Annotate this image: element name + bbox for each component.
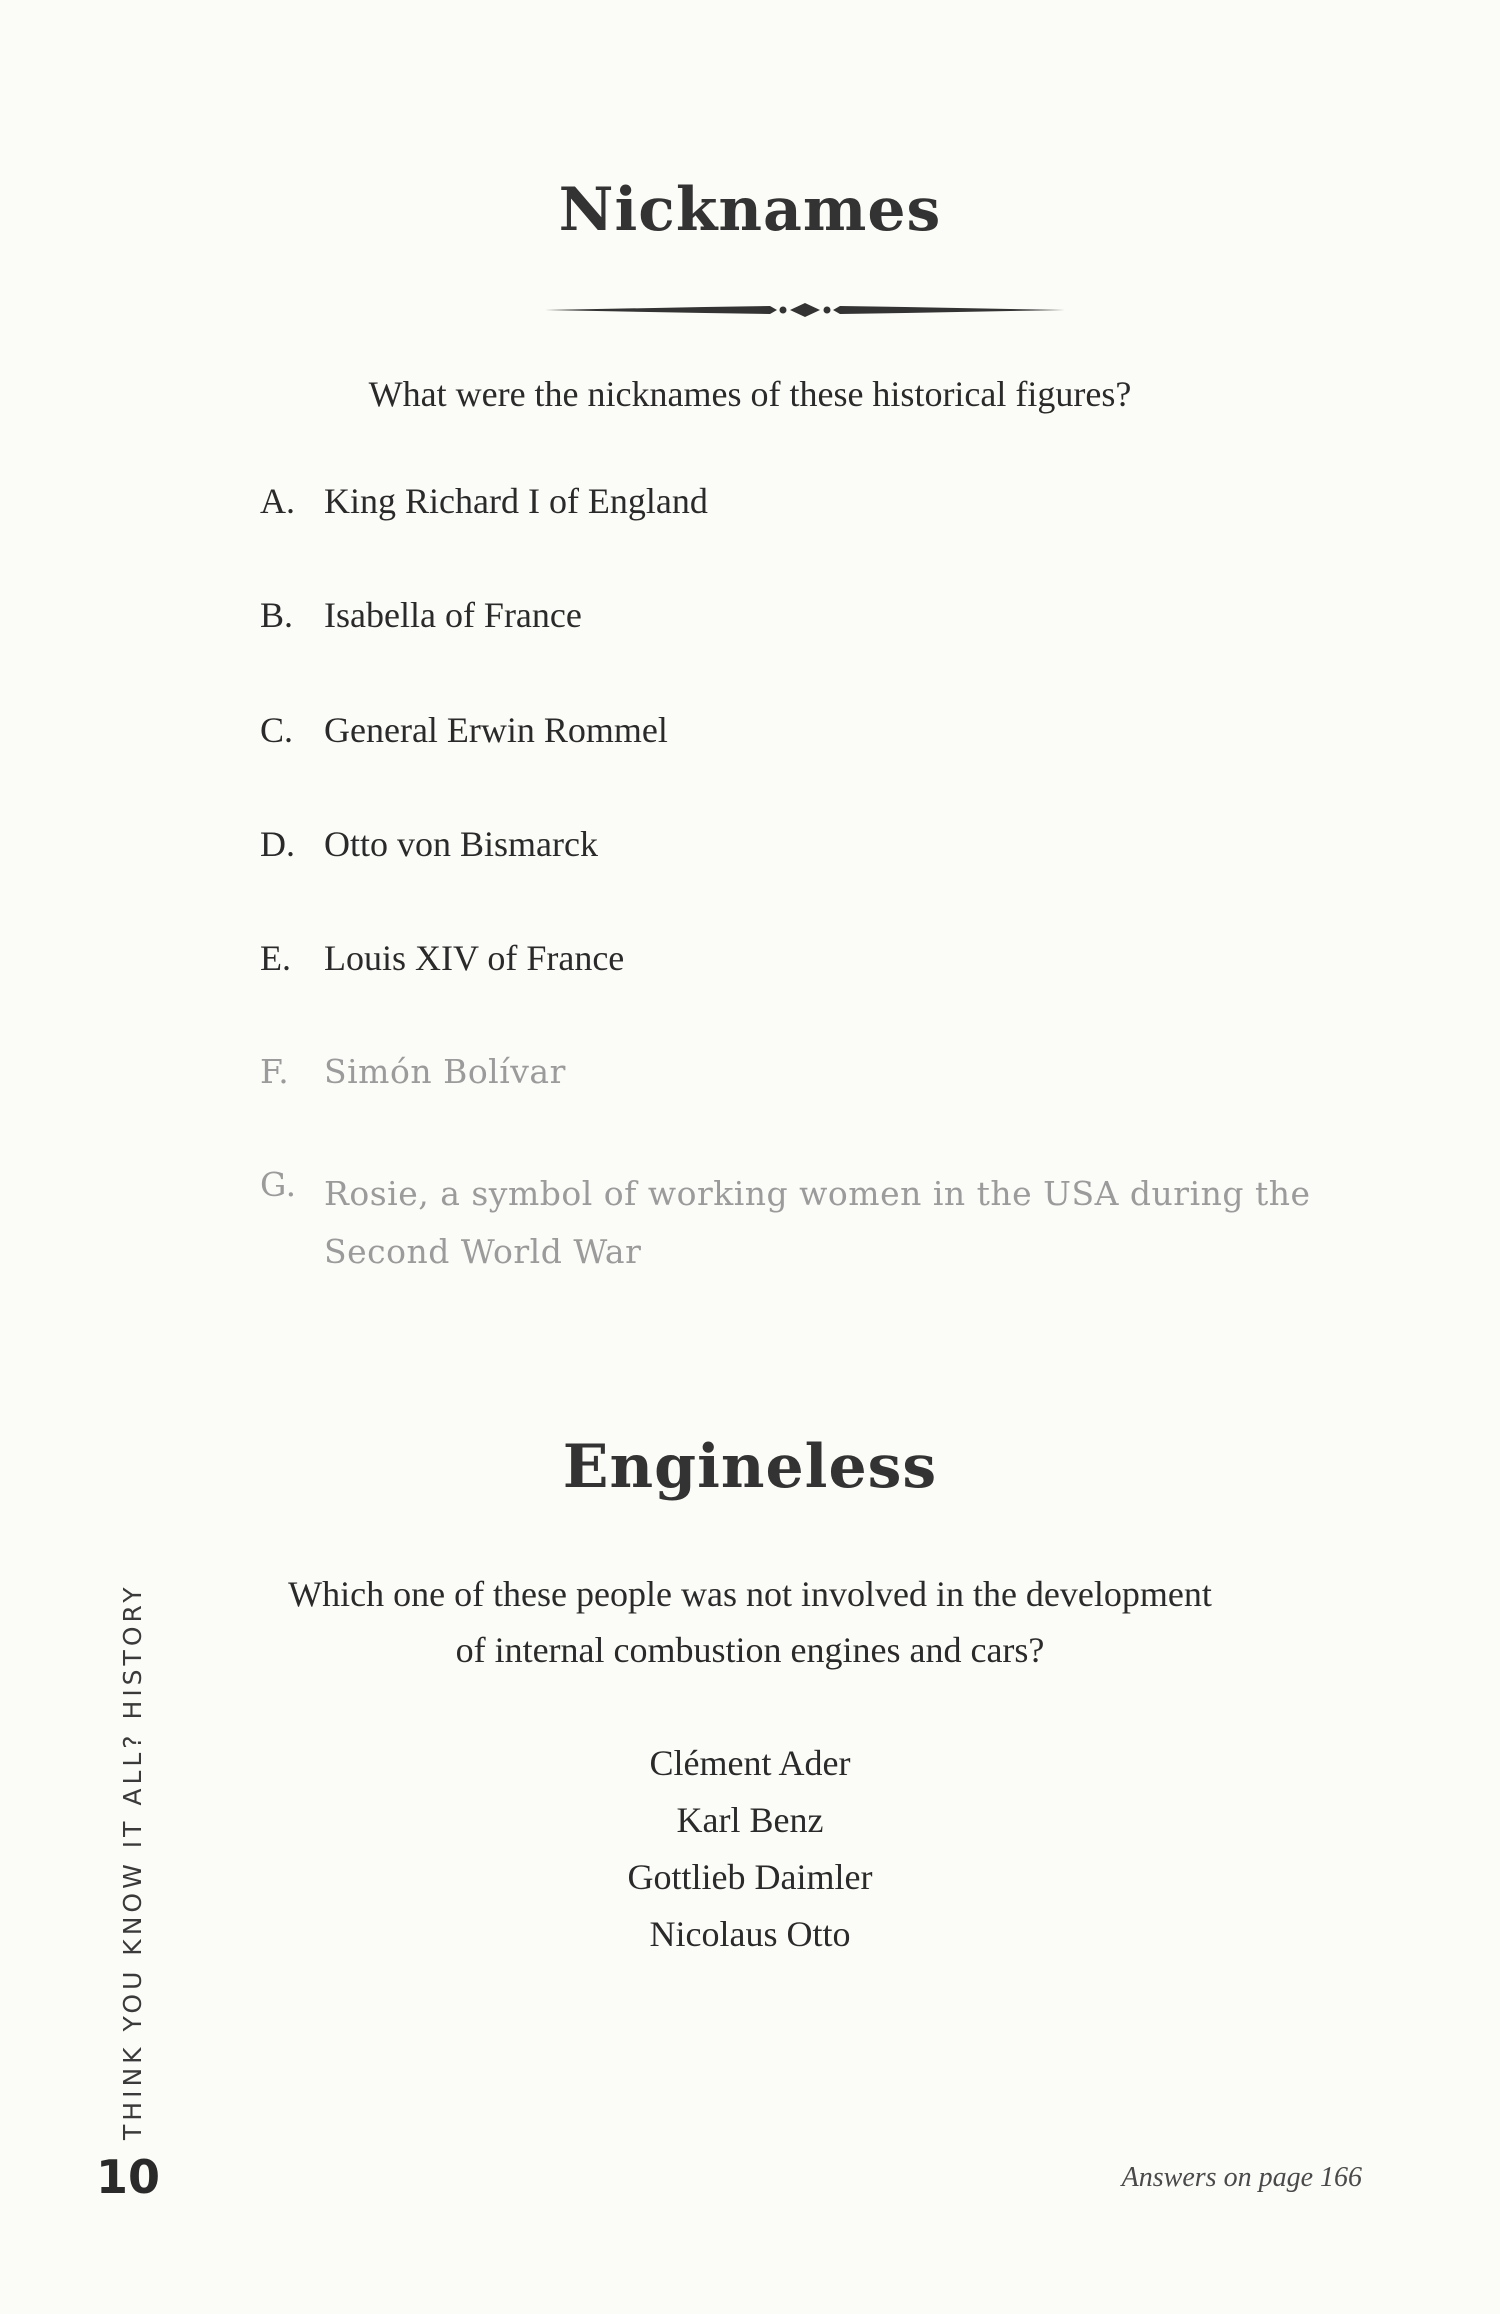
- list-item: Karl Benz: [676, 1800, 824, 1840]
- ornamental-divider: [545, 298, 1065, 322]
- nicknames-question: What were the nicknames of these historical figures?: [368, 374, 1132, 414]
- section-title-nicknames: Nicknames: [558, 175, 942, 245]
- engineless-question-line-1: Which one of these people was not involved in the development: [288, 1574, 1212, 1614]
- section-title-engineless: Engineless: [562, 1432, 938, 1502]
- running-head-book-title: THINK YOU KNOW IT ALL? HISTORY: [118, 1583, 147, 2140]
- book-page: Nicknames What were the nicknames of these historical figures? A. King Richard I of England B. Isabella of France C. General Erwin Rommel D. Otto von Bismarck E. Louis XIV of France F. Simón Bolívar G. Rosie, a symbol of working women in the USA during the Second World War Engineless Which one of these people was not involved in the development of internal combustion engines and cars? Clément Ader Karl Benz Gottlieb Daimler Nicolaus Otto THINK YOU KNOW IT ALL? HISTORY 10 Answers on page 166: [0, 0, 1500, 2314]
- page-number: 10: [96, 2150, 161, 2204]
- engineless-question: [0, 1566, 1500, 1678]
- engineless-question-line-2: of internal combustion engines and cars?: [455, 1630, 1045, 1670]
- list-item: Clément Ader: [649, 1743, 851, 1783]
- list-item: Gottlieb Daimler: [627, 1857, 873, 1897]
- list-item: Nicolaus Otto: [649, 1914, 851, 1954]
- engineless-name-list: [0, 1735, 1500, 1963]
- answers-reference: Answers on page 166: [1121, 2162, 1362, 2193]
